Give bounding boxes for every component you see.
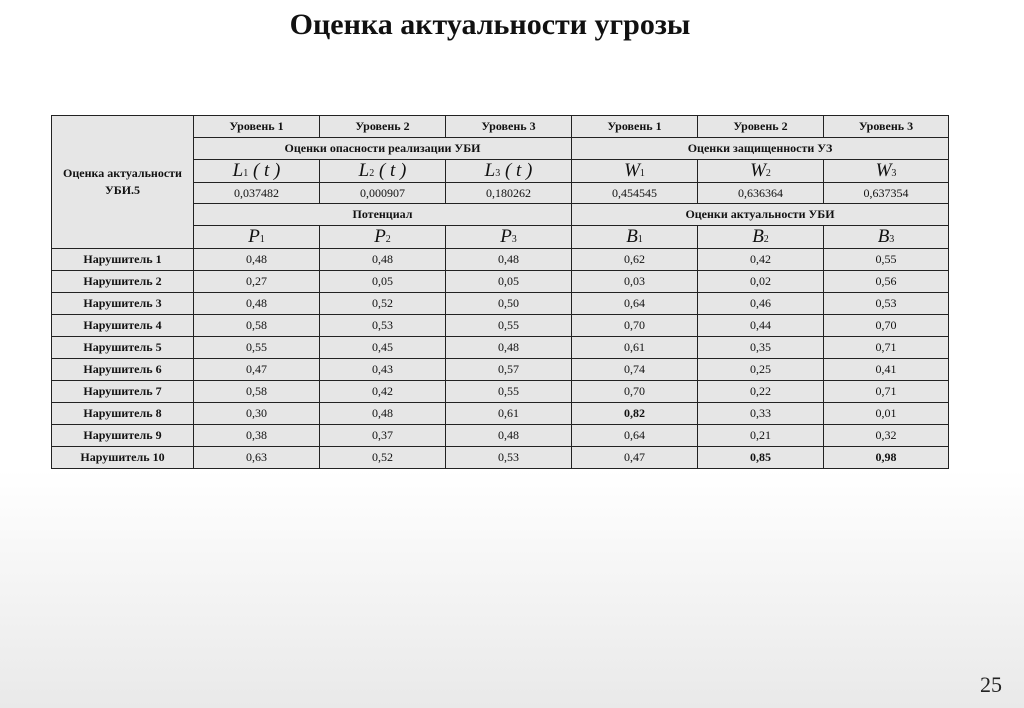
value-cell: 0,55 bbox=[824, 249, 949, 271]
symbol-p1: P1 bbox=[194, 226, 320, 249]
value-cell: 0,44 bbox=[698, 315, 824, 337]
probability-cell: 0,000907 bbox=[320, 183, 446, 204]
value-cell: 0,58 bbox=[194, 381, 320, 403]
value-cell: 0,55 bbox=[446, 315, 572, 337]
table-row bbox=[52, 425, 949, 447]
value-cell: 0,74 bbox=[572, 359, 698, 381]
value-cell: 0,56 bbox=[824, 271, 949, 293]
protection-group-header: Оценки защищенности УЗ bbox=[572, 138, 949, 160]
level-header: Уровень 1 bbox=[572, 116, 698, 138]
value-cell: 0,55 bbox=[446, 381, 572, 403]
symbol-l3: L3 ( t ) bbox=[446, 160, 572, 183]
intruder-label: Нарушитель 10 bbox=[52, 447, 194, 469]
intruder-label: Нарушитель 6 bbox=[52, 359, 194, 381]
value-cell: 0,48 bbox=[446, 337, 572, 359]
value-cell: 0,48 bbox=[194, 249, 320, 271]
intruder-label: Нарушитель 9 bbox=[52, 425, 194, 447]
level-header: Уровень 3 bbox=[824, 116, 949, 138]
symbol-w1: W1 bbox=[572, 160, 698, 183]
symbol-b2: B2 bbox=[698, 226, 824, 249]
intruder-label: Нарушитель 5 bbox=[52, 337, 194, 359]
table-row bbox=[52, 315, 949, 337]
table-row bbox=[52, 337, 949, 359]
intruder-label: Нарушитель 1 bbox=[52, 249, 194, 271]
value-cell: 0,58 bbox=[194, 315, 320, 337]
value-cell: 0,47 bbox=[194, 359, 320, 381]
value-cell: 0,05 bbox=[446, 271, 572, 293]
symbol-l1: L1 ( t ) bbox=[194, 160, 320, 183]
value-cell: 0,71 bbox=[824, 337, 949, 359]
slide-number: 25 bbox=[980, 672, 1002, 697]
table-row bbox=[52, 447, 949, 469]
value-cell: 0,48 bbox=[320, 249, 446, 271]
intruder-label: Нарушитель 3 bbox=[52, 293, 194, 315]
actuality-group-header: Оценки актуальности УБИ bbox=[572, 204, 949, 226]
value-cell: 0,47 bbox=[572, 447, 698, 469]
value-cell: 0,45 bbox=[320, 337, 446, 359]
value-cell: 0,70 bbox=[572, 381, 698, 403]
probability-cell: 0,180262 bbox=[446, 183, 572, 204]
intruder-label: Нарушитель 8 bbox=[52, 403, 194, 425]
value-cell: 0,70 bbox=[824, 315, 949, 337]
symbol-p3: P3 bbox=[446, 226, 572, 249]
levels-header-row bbox=[52, 116, 949, 138]
value-cell: 0,42 bbox=[320, 381, 446, 403]
value-cell: 0,64 bbox=[572, 293, 698, 315]
value-cell: 0,52 bbox=[320, 447, 446, 469]
symbol-w2: W2 bbox=[698, 160, 824, 183]
potential-group-header: Потенциал bbox=[194, 204, 572, 226]
value-cell: 0,35 bbox=[698, 337, 824, 359]
value-cell: 0,30 bbox=[194, 403, 320, 425]
level-header: Уровень 3 bbox=[446, 116, 572, 138]
probability-cell: 0,637354 bbox=[824, 183, 949, 204]
value-cell: 0,21 bbox=[698, 425, 824, 447]
table-row bbox=[52, 271, 949, 293]
intruder-label: Нарушитель 4 bbox=[52, 315, 194, 337]
symbol-p2: P2 bbox=[320, 226, 446, 249]
value-cell: 0,48 bbox=[446, 249, 572, 271]
value-cell: 0,38 bbox=[194, 425, 320, 447]
symbol-b3: B3 bbox=[824, 226, 949, 249]
value-cell: 0,48 bbox=[194, 293, 320, 315]
value-cell: 0,62 bbox=[572, 249, 698, 271]
corner-label: Оценка актуальности УБИ.5 bbox=[52, 116, 194, 249]
value-cell: 0,52 bbox=[320, 293, 446, 315]
value-cell: 0,53 bbox=[824, 293, 949, 315]
intruder-label: Нарушитель 2 bbox=[52, 271, 194, 293]
probability-cell: 0,636364 bbox=[698, 183, 824, 204]
value-cell: 0,43 bbox=[320, 359, 446, 381]
value-cell: 0,50 bbox=[446, 293, 572, 315]
threat-actuality-table bbox=[51, 115, 949, 469]
value-cell: 0,82 bbox=[572, 403, 698, 425]
level-header: Уровень 2 bbox=[320, 116, 446, 138]
intruder-label: Нарушитель 7 bbox=[52, 381, 194, 403]
probability-cell: 0,454545 bbox=[572, 183, 698, 204]
value-cell: 0,71 bbox=[824, 381, 949, 403]
value-cell: 0,46 bbox=[698, 293, 824, 315]
table-row bbox=[52, 293, 949, 315]
value-cell: 0,33 bbox=[698, 403, 824, 425]
value-cell: 0,61 bbox=[446, 403, 572, 425]
value-cell: 0,98 bbox=[824, 447, 949, 469]
value-cell: 0,22 bbox=[698, 381, 824, 403]
probability-cell: 0,037482 bbox=[194, 183, 320, 204]
value-cell: 0,05 bbox=[320, 271, 446, 293]
value-cell: 0,01 bbox=[824, 403, 949, 425]
value-cell: 0,70 bbox=[572, 315, 698, 337]
value-cell: 0,55 bbox=[194, 337, 320, 359]
value-cell: 0,41 bbox=[824, 359, 949, 381]
symbol-w3: W3 bbox=[824, 160, 949, 183]
value-cell: 0,48 bbox=[320, 403, 446, 425]
value-cell: 0,03 bbox=[572, 271, 698, 293]
value-cell: 0,85 bbox=[698, 447, 824, 469]
danger-group-header: Оценки опасности реализации УБИ bbox=[194, 138, 572, 160]
value-cell: 0,42 bbox=[698, 249, 824, 271]
value-cell: 0,61 bbox=[572, 337, 698, 359]
symbol-l2: L2 ( t ) bbox=[320, 160, 446, 183]
table-row bbox=[52, 403, 949, 425]
value-cell: 0,53 bbox=[446, 447, 572, 469]
table-row bbox=[52, 249, 949, 271]
page-title: Оценка актуальности угрозы bbox=[289, 8, 691, 41]
symbol-b1: B1 bbox=[572, 226, 698, 249]
value-cell: 0,02 bbox=[698, 271, 824, 293]
value-cell: 0,48 bbox=[446, 425, 572, 447]
value-cell: 0,64 bbox=[572, 425, 698, 447]
value-cell: 0,63 bbox=[194, 447, 320, 469]
value-cell: 0,53 bbox=[320, 315, 446, 337]
value-cell: 0,32 bbox=[824, 425, 949, 447]
table-row bbox=[52, 381, 949, 403]
value-cell: 0,37 bbox=[320, 425, 446, 447]
value-cell: 0,27 bbox=[194, 271, 320, 293]
value-cell: 0,25 bbox=[698, 359, 824, 381]
level-header: Уровень 1 bbox=[194, 116, 320, 138]
intruder-rows bbox=[52, 249, 949, 469]
table-row bbox=[52, 359, 949, 381]
level-header: Уровень 2 bbox=[698, 116, 824, 138]
value-cell: 0,57 bbox=[446, 359, 572, 381]
